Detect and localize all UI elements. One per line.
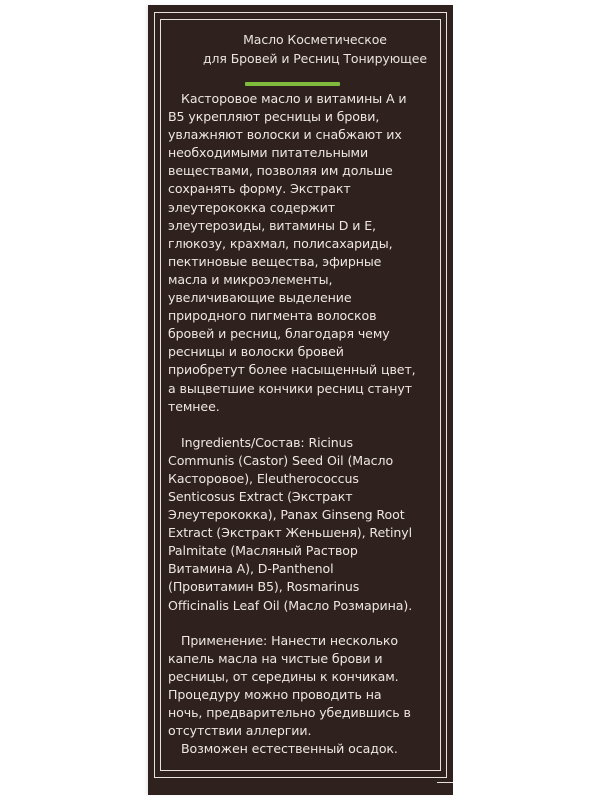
usage-line: Применение: Нанести несколько <box>181 632 399 648</box>
product-label-panel <box>148 5 453 795</box>
description-line: масла и микроэлементы, <box>168 271 333 287</box>
description-line: пектиновые вещества, эфирные <box>168 253 382 269</box>
usage-line: ресницы, от середины к кончикам. <box>168 668 399 684</box>
description-line: необходимыми питательными <box>168 145 369 161</box>
description-line: веществами, позволяя им дольше <box>168 163 393 179</box>
usage-line: ночь, предварительно убедившись в <box>168 705 411 720</box>
ingredients-line: Касторовое), Eleutherococcus <box>168 470 359 486</box>
ingredients-line: Витамина А), D-Panthenol <box>168 561 334 577</box>
label-content <box>168 30 434 758</box>
ingredients-line: Communis (Castor) Seed Oil (Масло <box>168 452 394 468</box>
description-line: а выцветшие кончики ресниц станут <box>168 380 412 396</box>
description-line: приобретут более насыщенный цвет, <box>168 362 416 378</box>
ingredients-line: Senticosus Extract (Экстракт <box>168 488 353 504</box>
ingredients-line: Элеутерококка), Panax Ginseng Root <box>168 507 405 523</box>
ingredients-line: (Провитамин В5), Rosmarinus <box>168 579 360 595</box>
ingredients-line: Ingredients/Состав: Ricinus <box>181 434 353 450</box>
green-accent-bar <box>245 82 340 86</box>
description-line: В5 укрепляют ресницы и брови, <box>168 109 380 125</box>
product-title-line-1: Масло Косметическое <box>243 32 387 47</box>
description-line: глюкозу, крахмал, полисахариды, <box>168 235 393 251</box>
description-line: увлажняют волоски и снабжают их <box>168 127 402 143</box>
product-title-line-2: для Бровей и Ресниц Тонирующее <box>202 51 427 66</box>
description-line: бровей и ресниц, благодаря чему <box>168 326 390 342</box>
description-line: Касторовое масло и витамины А и <box>181 91 407 106</box>
description-line: элеутерококка содержит <box>168 199 335 215</box>
description-line: увеличивающие выделение <box>168 290 352 306</box>
description-line: элеутерозиды, витамины D и Е, <box>168 217 376 233</box>
description-line: природного пигмента волосков <box>168 308 377 324</box>
usage-line: отсутствии аллергии. <box>168 723 312 739</box>
description-line: ресницы и волоски бровей <box>168 344 344 360</box>
description-line: темнее. <box>168 398 220 414</box>
ingredients-line: Officinalis Leaf Oil (Масло Розмарина). <box>168 597 413 613</box>
usage-paragraph <box>168 632 434 759</box>
product-title <box>196 30 434 68</box>
decorative-tick-line <box>437 782 453 783</box>
sediment-note: Возможен естественный осадок. <box>181 741 398 757</box>
description-line: сохранять форму. Экстракт <box>168 181 351 197</box>
ingredients-paragraph <box>168 434 434 615</box>
usage-line: капель масла на чистые брови и <box>168 650 383 666</box>
usage-line: Процедуру можно проводить на <box>168 686 382 702</box>
ingredients-line: Palmitate (Масляный Раствор <box>168 543 358 559</box>
ingredients-line: Extract (Экстракт Женьшеня), Retinyl <box>168 525 413 541</box>
description-paragraph <box>168 90 434 416</box>
